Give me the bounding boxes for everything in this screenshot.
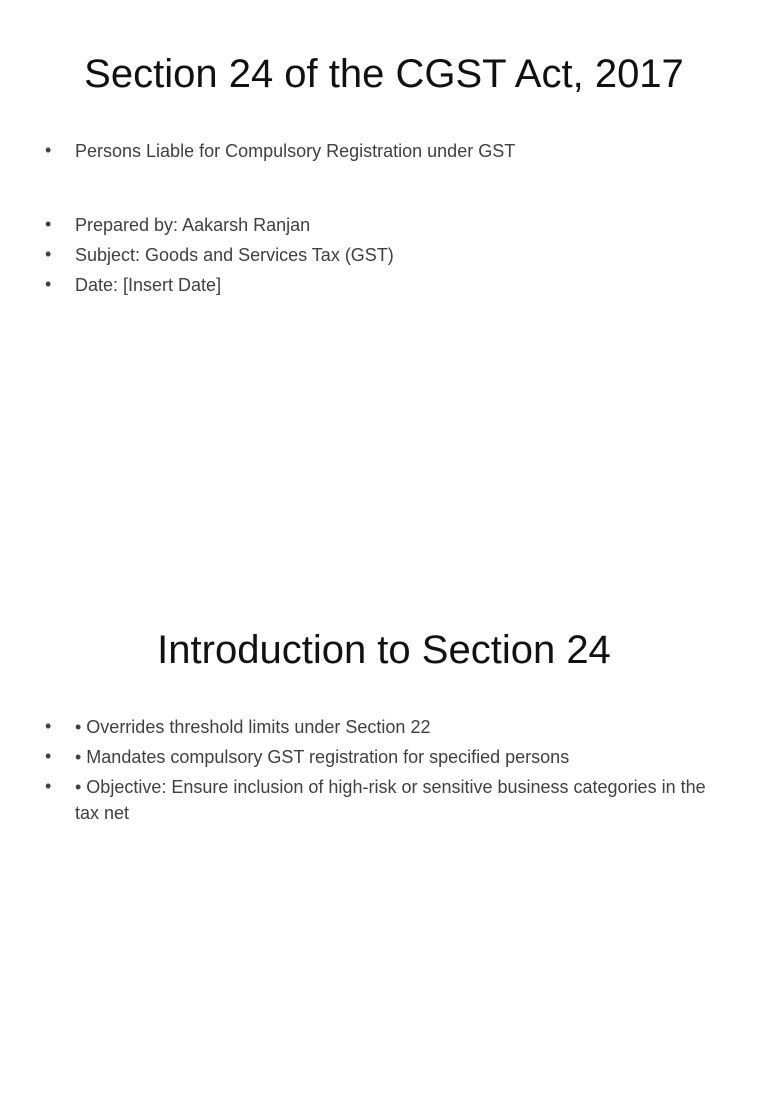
bullet-list — [45, 138, 710, 302]
list-item: • • Mandates compulsory GST registration for specified persons — [45, 744, 710, 770]
list-item: • • Objective: Ensure inclusion of high-risk or sensitive business categories in the tax net — [45, 774, 710, 826]
prepared-by-bullet: • Prepared by: Aakarsh Ranjan — [45, 212, 710, 238]
slide-1 — [0, 0, 768, 512]
slide-2 — [0, 582, 768, 1094]
slide-title: Introduction to Section 24 — [157, 628, 611, 672]
slide-title: Section 24 of the CGST Act, 2017 — [84, 52, 684, 96]
bullet-spacer — [45, 168, 710, 212]
date-bullet: • Date: [Insert Date] — [45, 272, 710, 298]
subtitle-bullet: • Persons Liable for Compulsory Registration under GST — [45, 138, 710, 164]
subject-bullet: • Subject: Goods and Services Tax (GST) — [45, 242, 710, 268]
bullet-list — [45, 714, 710, 830]
list-item: • • Overrides threshold limits under Section 22 — [45, 714, 710, 740]
